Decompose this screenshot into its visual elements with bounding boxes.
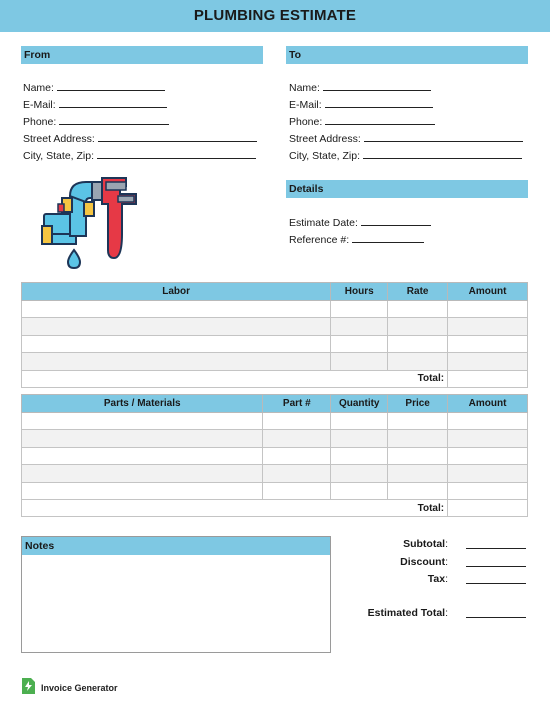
table-cell[interactable]	[448, 482, 528, 499]
parts-total-row	[22, 499, 528, 516]
subtotal-label: Subtotal	[403, 538, 446, 550]
from-section-header: From	[21, 46, 263, 64]
from-email-label: E-Mail:	[23, 99, 56, 111]
table-row	[22, 465, 528, 482]
parts-header-row	[22, 395, 528, 413]
labor-total-row	[22, 370, 528, 387]
table-cell[interactable]	[388, 447, 448, 464]
table-row	[22, 318, 528, 335]
table-row	[22, 413, 528, 430]
colon-text: :	[445, 538, 448, 550]
to-street-label: Street Address:	[289, 133, 361, 145]
table-cell[interactable]	[388, 413, 448, 430]
invoice-generator-logo-icon	[22, 678, 35, 699]
from-city-line	[97, 150, 256, 159]
subtotal-line[interactable]	[466, 548, 526, 549]
discount-line[interactable]	[466, 566, 526, 567]
table-cell[interactable]	[263, 465, 331, 482]
table-cell[interactable]	[22, 430, 263, 447]
table-row	[22, 482, 528, 499]
reference-field[interactable]	[289, 234, 424, 246]
table-cell[interactable]	[448, 430, 528, 447]
table-cell[interactable]	[388, 430, 448, 447]
table-cell[interactable]	[22, 482, 263, 499]
table-row	[22, 353, 528, 370]
table-cell[interactable]	[263, 482, 331, 499]
table-cell[interactable]	[331, 482, 388, 499]
price-col-header: Price	[388, 395, 448, 413]
tax-line[interactable]	[466, 583, 526, 584]
subtotal-row	[340, 538, 448, 552]
notes-header: Notes	[22, 537, 330, 555]
discount-label: Discount	[400, 556, 446, 568]
table-cell[interactable]	[388, 465, 448, 482]
details-section-header: Details	[286, 180, 528, 198]
tax-label: Tax	[427, 573, 446, 585]
rate-col-header: Rate	[388, 283, 448, 301]
labor-col-header: Labor	[22, 283, 331, 301]
table-cell[interactable]	[22, 413, 263, 430]
parts-total-label: Total:	[22, 499, 448, 516]
table-row	[22, 301, 528, 318]
plumbing-pipe-wrench-icon	[40, 174, 144, 270]
table-cell[interactable]	[22, 353, 331, 370]
estimate-date-field[interactable]	[289, 217, 431, 229]
table-cell[interactable]	[331, 447, 388, 464]
part-number-col-header: Part #	[263, 395, 331, 413]
colon-text: :	[445, 573, 448, 585]
table-cell[interactable]	[448, 447, 528, 464]
to-section-header: To	[286, 46, 528, 64]
from-phone-line	[59, 116, 169, 125]
table-cell[interactable]	[448, 413, 528, 430]
table-cell[interactable]	[388, 301, 448, 318]
labor-total-cell[interactable]	[448, 370, 528, 387]
to-phone-line	[325, 116, 435, 125]
page-title: PLUMBING ESTIMATE	[193, 7, 357, 24]
estimated-total-row	[340, 607, 448, 621]
from-street-label: Street Address:	[23, 133, 95, 145]
from-email-line	[59, 99, 167, 108]
title-bar	[0, 0, 550, 32]
table-cell[interactable]	[263, 447, 331, 464]
table-cell[interactable]	[22, 301, 331, 318]
table-cell[interactable]	[331, 353, 388, 370]
from-street-line	[98, 133, 257, 142]
table-cell[interactable]	[448, 301, 528, 318]
table-cell[interactable]	[331, 430, 388, 447]
table-row	[22, 430, 528, 447]
estimated-total-label: Estimated Total	[367, 607, 446, 619]
table-row	[22, 335, 528, 352]
from-email-field[interactable]	[23, 99, 167, 111]
to-email-line	[325, 99, 433, 108]
from-city-field[interactable]	[23, 150, 256, 162]
footer-brand: Invoice Generator	[41, 683, 118, 693]
tax-row	[340, 573, 448, 587]
notes-box[interactable]	[21, 536, 331, 653]
from-name-line	[57, 82, 165, 91]
table-cell[interactable]	[263, 430, 331, 447]
table-cell[interactable]	[448, 318, 528, 335]
table-cell[interactable]	[388, 318, 448, 335]
to-email-field[interactable]	[289, 99, 433, 111]
table-cell[interactable]	[22, 335, 331, 352]
to-name-label: Name:	[289, 82, 320, 94]
labor-total-label: Total:	[22, 370, 448, 387]
table-cell[interactable]	[331, 413, 388, 430]
table-cell[interactable]	[22, 318, 331, 335]
table-cell[interactable]	[331, 335, 388, 352]
table-cell[interactable]	[388, 482, 448, 499]
from-city-label: City, State, Zip:	[23, 150, 94, 162]
table-cell[interactable]	[331, 465, 388, 482]
table-cell[interactable]	[448, 335, 528, 352]
to-name-field[interactable]	[289, 82, 431, 94]
from-name-field[interactable]	[23, 82, 165, 94]
estimated-total-line[interactable]	[466, 617, 526, 618]
reference-line	[352, 234, 424, 243]
from-name-label: Name:	[23, 82, 54, 94]
to-name-line	[323, 82, 431, 91]
table-cell[interactable]	[22, 465, 263, 482]
table-row	[22, 447, 528, 464]
colon-text: :	[445, 556, 448, 568]
table-cell[interactable]	[448, 465, 528, 482]
table-cell[interactable]	[22, 447, 263, 464]
to-phone-field[interactable]	[289, 116, 435, 128]
table-cell[interactable]	[263, 413, 331, 430]
from-street-field[interactable]	[23, 133, 257, 145]
amount-col-header: Amount	[448, 395, 528, 413]
table-cell[interactable]	[331, 318, 388, 335]
parts-total-cell[interactable]	[448, 499, 528, 516]
to-city-field[interactable]	[289, 150, 522, 162]
to-city-label: City, State, Zip:	[289, 150, 360, 162]
estimate-date-label: Estimate Date:	[289, 217, 358, 229]
parts-table	[21, 394, 528, 517]
to-email-label: E-Mail:	[289, 99, 322, 111]
colon-text: :	[445, 607, 448, 619]
to-city-line	[363, 150, 522, 159]
table-cell[interactable]	[388, 353, 448, 370]
to-street-line	[364, 133, 523, 142]
amount-col-header: Amount	[448, 283, 528, 301]
parts-col-header: Parts / Materials	[22, 395, 263, 413]
footer	[22, 679, 118, 697]
from-phone-field[interactable]	[23, 116, 169, 128]
to-street-field[interactable]	[289, 133, 523, 145]
table-cell[interactable]	[388, 335, 448, 352]
table-cell[interactable]	[331, 301, 388, 318]
labor-header-row	[22, 283, 528, 301]
estimate-date-line	[361, 217, 431, 226]
reference-label: Reference #:	[289, 234, 350, 246]
quantity-col-header: Quantity	[331, 395, 388, 413]
table-cell[interactable]	[448, 353, 528, 370]
hours-col-header: Hours	[331, 283, 388, 301]
from-phone-label: Phone:	[23, 116, 57, 128]
to-phone-label: Phone:	[289, 116, 323, 128]
discount-row	[340, 556, 448, 570]
labor-table	[21, 282, 528, 388]
